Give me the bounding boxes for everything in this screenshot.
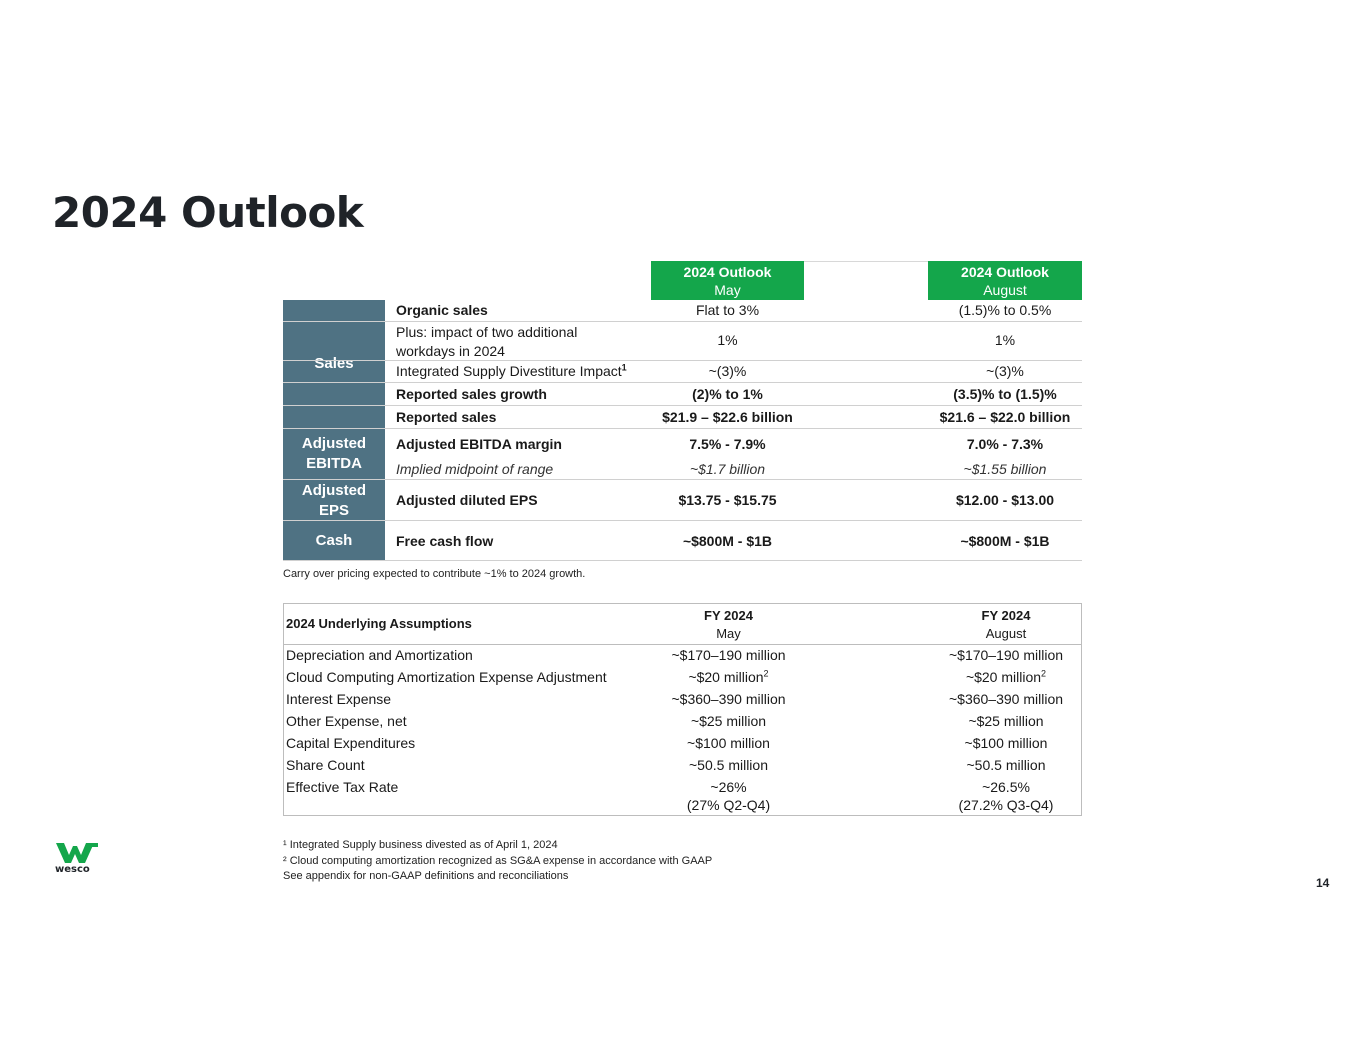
value-august: (1.5)% to 0.5% <box>958 302 1052 318</box>
pricing-note: Carry over pricing expected to contribute ~1% to 2024 growth. <box>283 568 586 580</box>
value-august: (3.5)% to (1.5)% <box>953 386 1057 402</box>
value-august: ~$800M - $1B <box>960 533 1050 549</box>
table-row <box>283 429 1082 480</box>
footnotes: ¹ Integrated Supply business divested as of April 1, 2024 ² Cloud computing amortization recognized as SG&A expense in accordance with GAAP See appendix for non-GAAP definitions and reconciliations <box>283 839 713 882</box>
page-title: 2024 Outlook <box>52 188 364 237</box>
value-may: ~$800M - $1B <box>682 533 773 549</box>
value-may: $13.75 - $15.75 <box>678 492 777 508</box>
category-adjusted-eps: Adjusted EPS <box>283 480 385 521</box>
wesco-logo-icon <box>55 843 99 863</box>
metric-label: Reported sales <box>396 409 497 425</box>
value-may: Flat to 3% <box>695 302 760 318</box>
table-row <box>283 322 1082 361</box>
table-row <box>283 406 1082 429</box>
metric-label: Plus: impact of two additional workdays in 2024 <box>396 324 578 359</box>
logo-text: wesco <box>55 864 90 875</box>
table-row <box>283 361 1082 383</box>
category-cash: Cash <box>283 521 385 560</box>
assumptions-header <box>284 604 1081 645</box>
value-august: ~$1.55 billion <box>963 461 1047 477</box>
page-number: 14 <box>1316 876 1330 890</box>
value-may: $21.9 – $22.6 billion <box>662 409 793 425</box>
assumptions-title: 2024 Underlying Assumptions <box>286 616 472 631</box>
outlook-table <box>283 261 1082 549</box>
metric-label: Organic sales <box>396 302 488 318</box>
outlook-header-row <box>283 261 1082 300</box>
value-may: 7.5% - 7.9% <box>689 436 766 452</box>
table-row <box>283 521 1082 561</box>
metric-label: Free cash flow <box>396 533 494 549</box>
value-august: $12.00 - $13.00 <box>955 492 1055 508</box>
value-may: 1% <box>717 332 738 348</box>
value-may: ~$1.7 billion <box>689 461 766 477</box>
value-august: 7.0% - 7.3% <box>966 436 1044 452</box>
outlook-header-may: 2024 Outlook May <box>651 261 804 300</box>
assumptions-col-august: FY 2024 August <box>981 608 1031 641</box>
value-august: $21.6 – $22.0 billion <box>939 409 1071 425</box>
metric-label: Integrated Supply Divestiture Impact$^1$ <box>396 362 627 379</box>
category-sales: Sales <box>283 300 385 428</box>
category-adjusted-ebitda: Adjusted EBITDA <box>283 428 385 480</box>
assumptions-table: 2024 Underlying Assumptions FY 2024 May FY 2024 August Depreciation and Amortization ~$170–190 million ~$170–190 million Cloud Computing Amortization Expense Adjustment ~$20 million$^2$ ~$20 million$^2$ Interest Expense ~$360–390 million ~$360–390 million Other Expense, net ~$25 million ~$25 million Capital Expenditures ~$100 million ~$100 million Share Count ~50.5 million ~50.5 million Effective Tax Rate ~26% (27% Q2-Q4) ~26.5% (27.2% Q3-Q4) <box>283 603 1082 816</box>
metric-label: Implied midpoint of range <box>396 461 554 477</box>
metric-label: Adjusted EBITDA margin <box>396 436 562 452</box>
value-august: 1% <box>994 332 1016 348</box>
value-may: ~(3)% <box>708 363 747 379</box>
metric-label: Adjusted diluted EPS <box>396 492 538 508</box>
header-gap <box>804 261 928 300</box>
value-august: ~(3)% <box>986 363 1024 379</box>
assumptions-col-may: FY 2024 May <box>704 608 753 641</box>
metric-label: Reported sales growth <box>396 386 547 402</box>
table-row <box>283 383 1082 406</box>
outlook-header-august: 2024 Outlook August <box>928 261 1082 300</box>
table-row <box>283 480 1082 521</box>
table-row <box>283 300 1082 322</box>
value-may: (2)% to 1% <box>692 386 763 402</box>
